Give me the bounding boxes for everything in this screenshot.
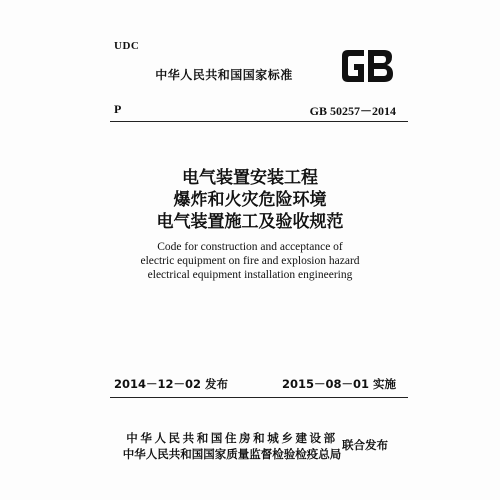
- classification-label: P: [114, 102, 122, 116]
- top-divider: [110, 121, 408, 122]
- standard-type: 中华人民共和国国家标准: [155, 68, 293, 82]
- joint-release-label: 联合发布: [342, 438, 388, 452]
- bottom-divider: [110, 397, 408, 398]
- gb-logo-icon: [338, 44, 396, 88]
- english-title: [100, 240, 400, 282]
- chinese-title-line: 电气装置安装工程: [182, 168, 318, 188]
- chinese-title-line: 爆炸和火灾危险环境: [173, 190, 327, 210]
- english-title-line: Code for construction and acceptance of: [157, 241, 343, 253]
- standard-code: GB 50257－2014: [309, 104, 396, 118]
- publisher-line: 中华人民共和国国家质量监督检验检疫总局: [122, 447, 342, 461]
- publishers: [112, 430, 352, 462]
- chinese-title-line: 电气装置施工及验收规范: [156, 212, 344, 232]
- publisher-line: 中华人民共和国住房和城乡建设部: [126, 431, 338, 445]
- chinese-title: [100, 167, 400, 233]
- implementation-date: 2015－08－01 实施: [281, 377, 396, 391]
- english-title-line: electric equipment on fire and explosion hazard: [140, 255, 360, 267]
- issue-date: 2014－12－02 发布: [114, 377, 229, 391]
- udc-label: UDC: [114, 40, 140, 52]
- english-title-line: electrical equipment installation engineering: [147, 269, 353, 281]
